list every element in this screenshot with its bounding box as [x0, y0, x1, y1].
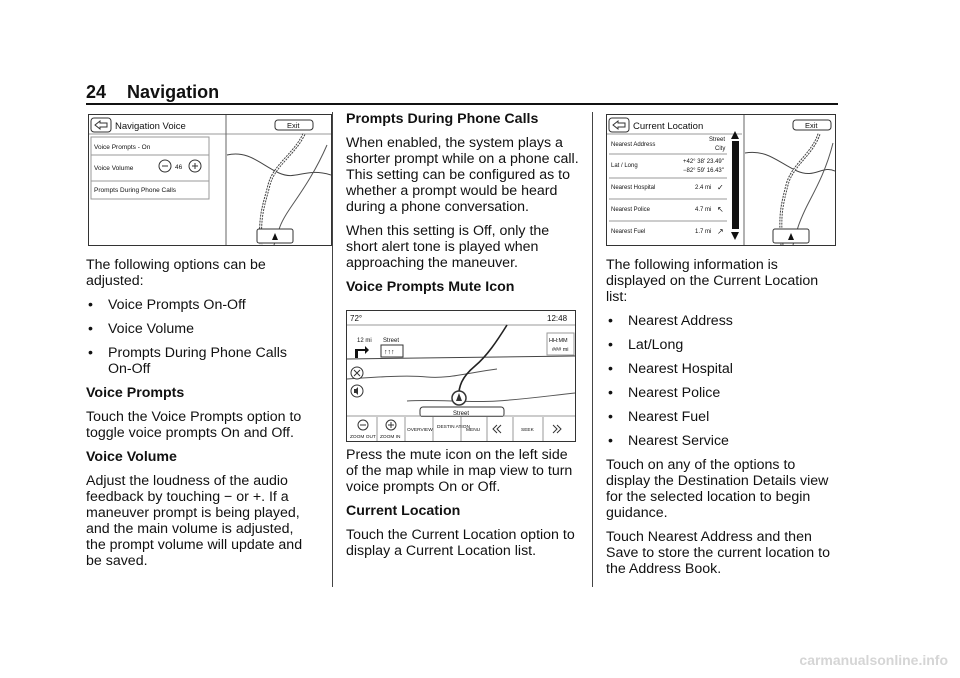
list-item: • Voice Prompts On-Off — [86, 297, 312, 313]
list-item: • Nearest Police — [606, 385, 836, 401]
watermark: carmanualsonline.info — [799, 652, 948, 668]
heading-voice-volume: Voice Volume — [86, 449, 177, 465]
list-item: • Nearest Fuel — [606, 409, 836, 425]
svg-text:ZOOM IN: ZOOM IN — [380, 435, 401, 440]
page-header — [86, 82, 219, 103]
fuel-icon: ↗ — [717, 227, 724, 236]
svg-text:Nearest Hospital: Nearest Hospital — [611, 185, 656, 191]
section-title: Navigation — [127, 82, 220, 102]
svg-text:MENU: MENU — [466, 428, 481, 433]
list-item: • Lat/Long — [606, 337, 836, 353]
paragraph: Press the mute icon on the left side of the map while in map view to turn voice prompts On or Off. — [346, 447, 573, 495]
police-icon: ↖ — [717, 205, 724, 214]
header-rule — [86, 103, 838, 105]
svg-text:City: City — [715, 146, 726, 152]
svg-text:### mi: ### mi — [552, 347, 569, 353]
map-view-figure — [346, 310, 576, 442]
svg-text:Nearest Address: Nearest Address — [611, 142, 656, 148]
column-2-bottom — [346, 447, 580, 567]
heading-mute-icon: Voice Prompts Mute Icon — [346, 279, 515, 295]
column-divider — [592, 112, 593, 587]
svg-text:−82° 59' 16.43": −82° 59' 16.43" — [683, 168, 724, 174]
svg-text:Voice Volume: Voice Volume — [94, 165, 134, 172]
paragraph: Touch Nearest Address and then Save to store the current location to the Address Book. — [606, 529, 830, 577]
navigation-voice-figure — [88, 114, 332, 246]
svg-text:Lat / Long: Lat / Long — [611, 163, 638, 169]
svg-text:OVERVIEW: OVERVIEW — [407, 428, 433, 433]
scroll-down-icon — [731, 232, 739, 240]
heading-voice-prompts: Voice Prompts — [86, 385, 185, 401]
intro-text: The following information is displayed on the Current Location list: — [606, 257, 819, 305]
svg-text:Prompts During Phone Calls: Prompts During Phone Calls — [94, 187, 177, 194]
svg-text:1.7 mi: 1.7 mi — [695, 229, 712, 235]
figure-title: Navigation Voice — [115, 121, 186, 132]
column-1 — [86, 257, 312, 577]
svg-text:+42° 38' 23.49": +42° 38' 23.49" — [683, 159, 724, 165]
svg-text:4.7 mi: 4.7 mi — [695, 207, 712, 213]
svg-text:DESTIN ATION: DESTIN ATION — [437, 425, 470, 430]
page-number: 24 — [86, 82, 107, 102]
svg-text:Voice Prompts - On: Voice Prompts - On — [94, 144, 151, 151]
svg-text:HH:MM: HH:MM — [549, 338, 568, 344]
svg-text:46: 46 — [175, 164, 183, 171]
paragraph: Adjust the loudness of the audio feedback by touching − or +. If a maneuver prompt is being played, and the main volume is adjusted, the prompt volume will update and be saved. — [86, 473, 303, 569]
hospital-icon: ✓ — [717, 183, 724, 192]
intro-text: The following options can be adjusted: — [86, 257, 266, 289]
turn-arrow-icon — [355, 346, 369, 358]
list-item: • Voice Volume — [86, 321, 312, 337]
list-item: • Nearest Service — [606, 433, 836, 449]
svg-text:Street: Street — [709, 137, 726, 143]
svg-text:12 mi: 12 mi — [357, 338, 372, 344]
heading-phone-calls: Prompts During Phone Calls — [346, 111, 539, 127]
svg-text:Exit: Exit — [805, 121, 818, 130]
paragraph: Touch the Voice Prompts option to toggle voice prompts On and Off. — [86, 409, 302, 441]
paragraph: Touch on any of the options to display the Destination Details view for the selected location to begin guidance. — [606, 457, 829, 521]
paragraph: Touch the Current Location option to display a Current Location list. — [346, 527, 575, 559]
list-item: • Nearest Address — [606, 313, 836, 329]
scrollbar-thumb — [732, 141, 739, 229]
column-2-top — [346, 111, 580, 303]
option-list — [86, 297, 312, 377]
heading-current-location: Current Location — [346, 503, 461, 519]
column-divider — [332, 112, 333, 587]
scroll-up-icon — [731, 131, 739, 139]
svg-text:Exit: Exit — [287, 121, 300, 130]
svg-text:SEEK: SEEK — [521, 428, 534, 433]
paragraph: When enabled, the system plays a shorter prompt while on a phone call. This setting can be configured as to whether a prompt would be heard during a phone conversation. — [346, 135, 579, 215]
column-3 — [606, 257, 836, 585]
svg-text:Street: Street — [453, 411, 470, 417]
paragraph: When this setting is Off, only the short alert tone is played when approaching the maneuver. — [346, 223, 550, 271]
back-arrow-icon — [609, 118, 629, 132]
svg-text:Nearest Fuel: Nearest Fuel — [611, 229, 646, 235]
svg-text:Current Location: Current Location — [633, 121, 704, 132]
temperature: 72° — [350, 314, 363, 323]
svg-text:2.4 mi: 2.4 mi — [695, 185, 712, 191]
clock: 12:48 — [547, 314, 568, 323]
svg-text:↑↑↑: ↑↑↑ — [384, 349, 395, 356]
list-item: • Prompts During Phone Calls On-Off — [86, 345, 312, 377]
location-info-list — [606, 313, 836, 449]
svg-text:Nearest Police: Nearest Police — [611, 207, 651, 213]
svg-text:Street: Street — [383, 338, 400, 344]
list-item: • Nearest Hospital — [606, 361, 836, 377]
current-location-figure — [606, 114, 836, 246]
svg-text:ZOOM OUT: ZOOM OUT — [350, 435, 376, 440]
